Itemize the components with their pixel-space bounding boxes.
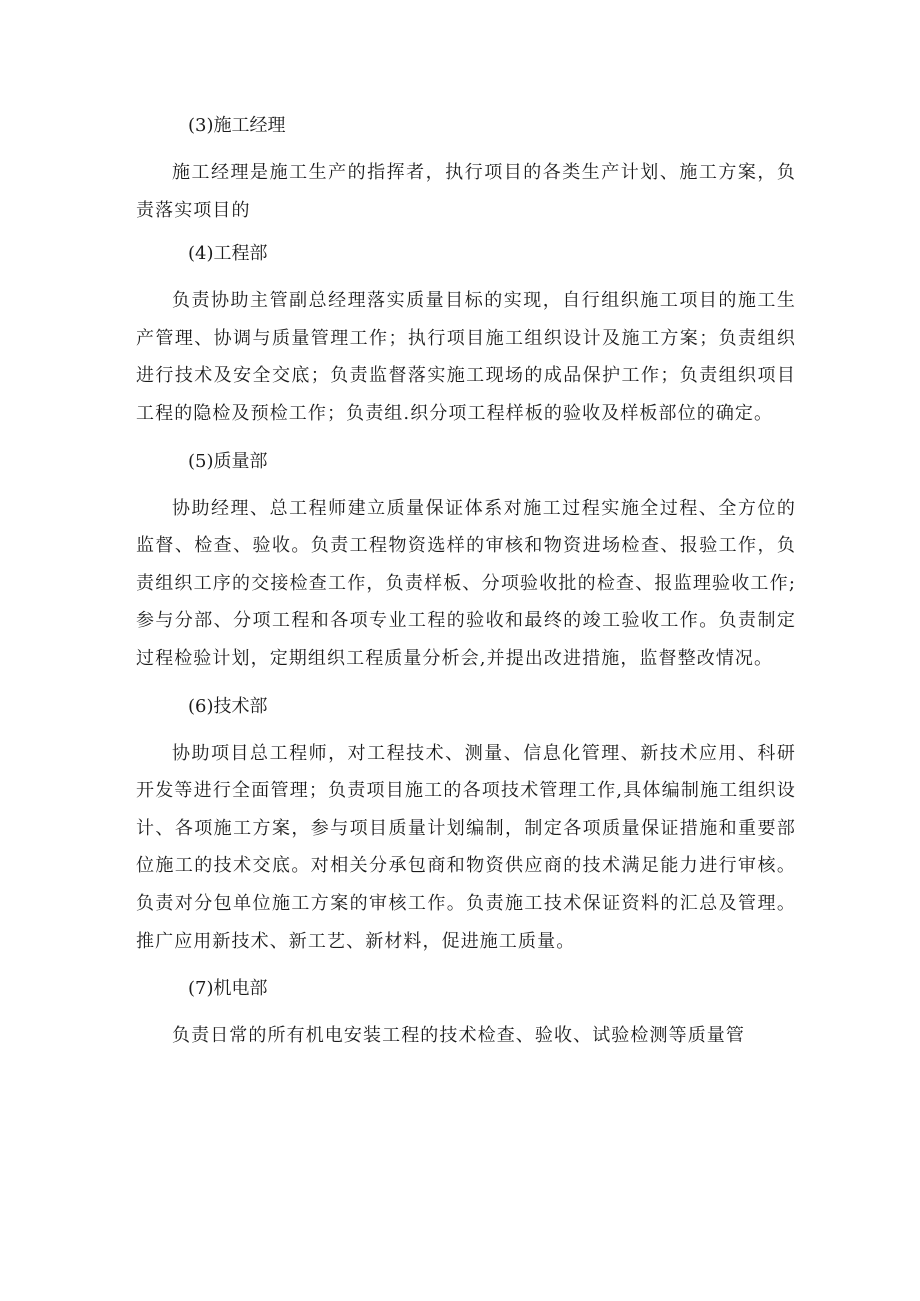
section-heading-engineering-dept: (4)工程部 bbox=[188, 243, 268, 265]
text-column bbox=[136, 107, 796, 1055]
section-heading-quality-dept: (5)质量部 bbox=[188, 450, 268, 472]
section-heading-technical-dept: (6)技术部 bbox=[188, 695, 268, 717]
section-heading-construction-manager: (3)施工经理 bbox=[188, 115, 286, 136]
section-body-electromechanical-dept: 负责日常的所有机电安装工程的技术检查、验收、试验检测等质量管 bbox=[172, 1025, 745, 1047]
section-heading-electromechanical-dept: (7)机电部 bbox=[188, 978, 268, 1000]
section-body-quality-dept: 协助经理、总工程师建立质量保证体系对施工过程实施全过程、全方位的监督、检查、验收。负责工程物资选样的审核和物资进场检查、报验工作，负责组织工序的交接检查工作，负责样板、分项验收批的检查、报监理验收工作;参与分部、分项工程和各项专业工程的验收和最终的竣工验收工作。负责制定过程检验计划，定期组织工程质量分析会,并提出改进措施，监督整改情况。 bbox=[136, 497, 796, 669]
section-body-technical-dept: 协助项目总工程师，对工程技术、测量、信息化管理、新技术应用、科研开发等进行全面管理；负责项目施工的各项技术管理工作,具体编制施工组织设计、各项施工方案，参与项目质量计划编制，制定各项质量保证措施和重要部位施工的技术交底。对相关分承包商和物资供应商的技术满足能力进行审核。负责对分包单位施工方案的审核工作。负责施工技术保证资料的汇总及管理。推广应用新技术、新工艺、新材料，促进施工质量。 bbox=[136, 742, 796, 952]
section-body-construction-manager: 施工经理是施工生产的指挥者，执行项目的各类生产计划、施工方案，负责落实项目的 bbox=[136, 162, 796, 221]
section-body-engineering-dept: 负责协助主管副总经理落实质量目标的实现，自行组织施工项目的施工生产管理、协调与质量管理工作；执行项目施工组织设计及施工方案；负责组织进行技术及安全交底；负责监督落实施工现场的成品保护工作；负责组织项目工程的隐检及预检工作；负责组.织分项工程样板的验收及样板部位的确定。 bbox=[136, 290, 796, 424]
